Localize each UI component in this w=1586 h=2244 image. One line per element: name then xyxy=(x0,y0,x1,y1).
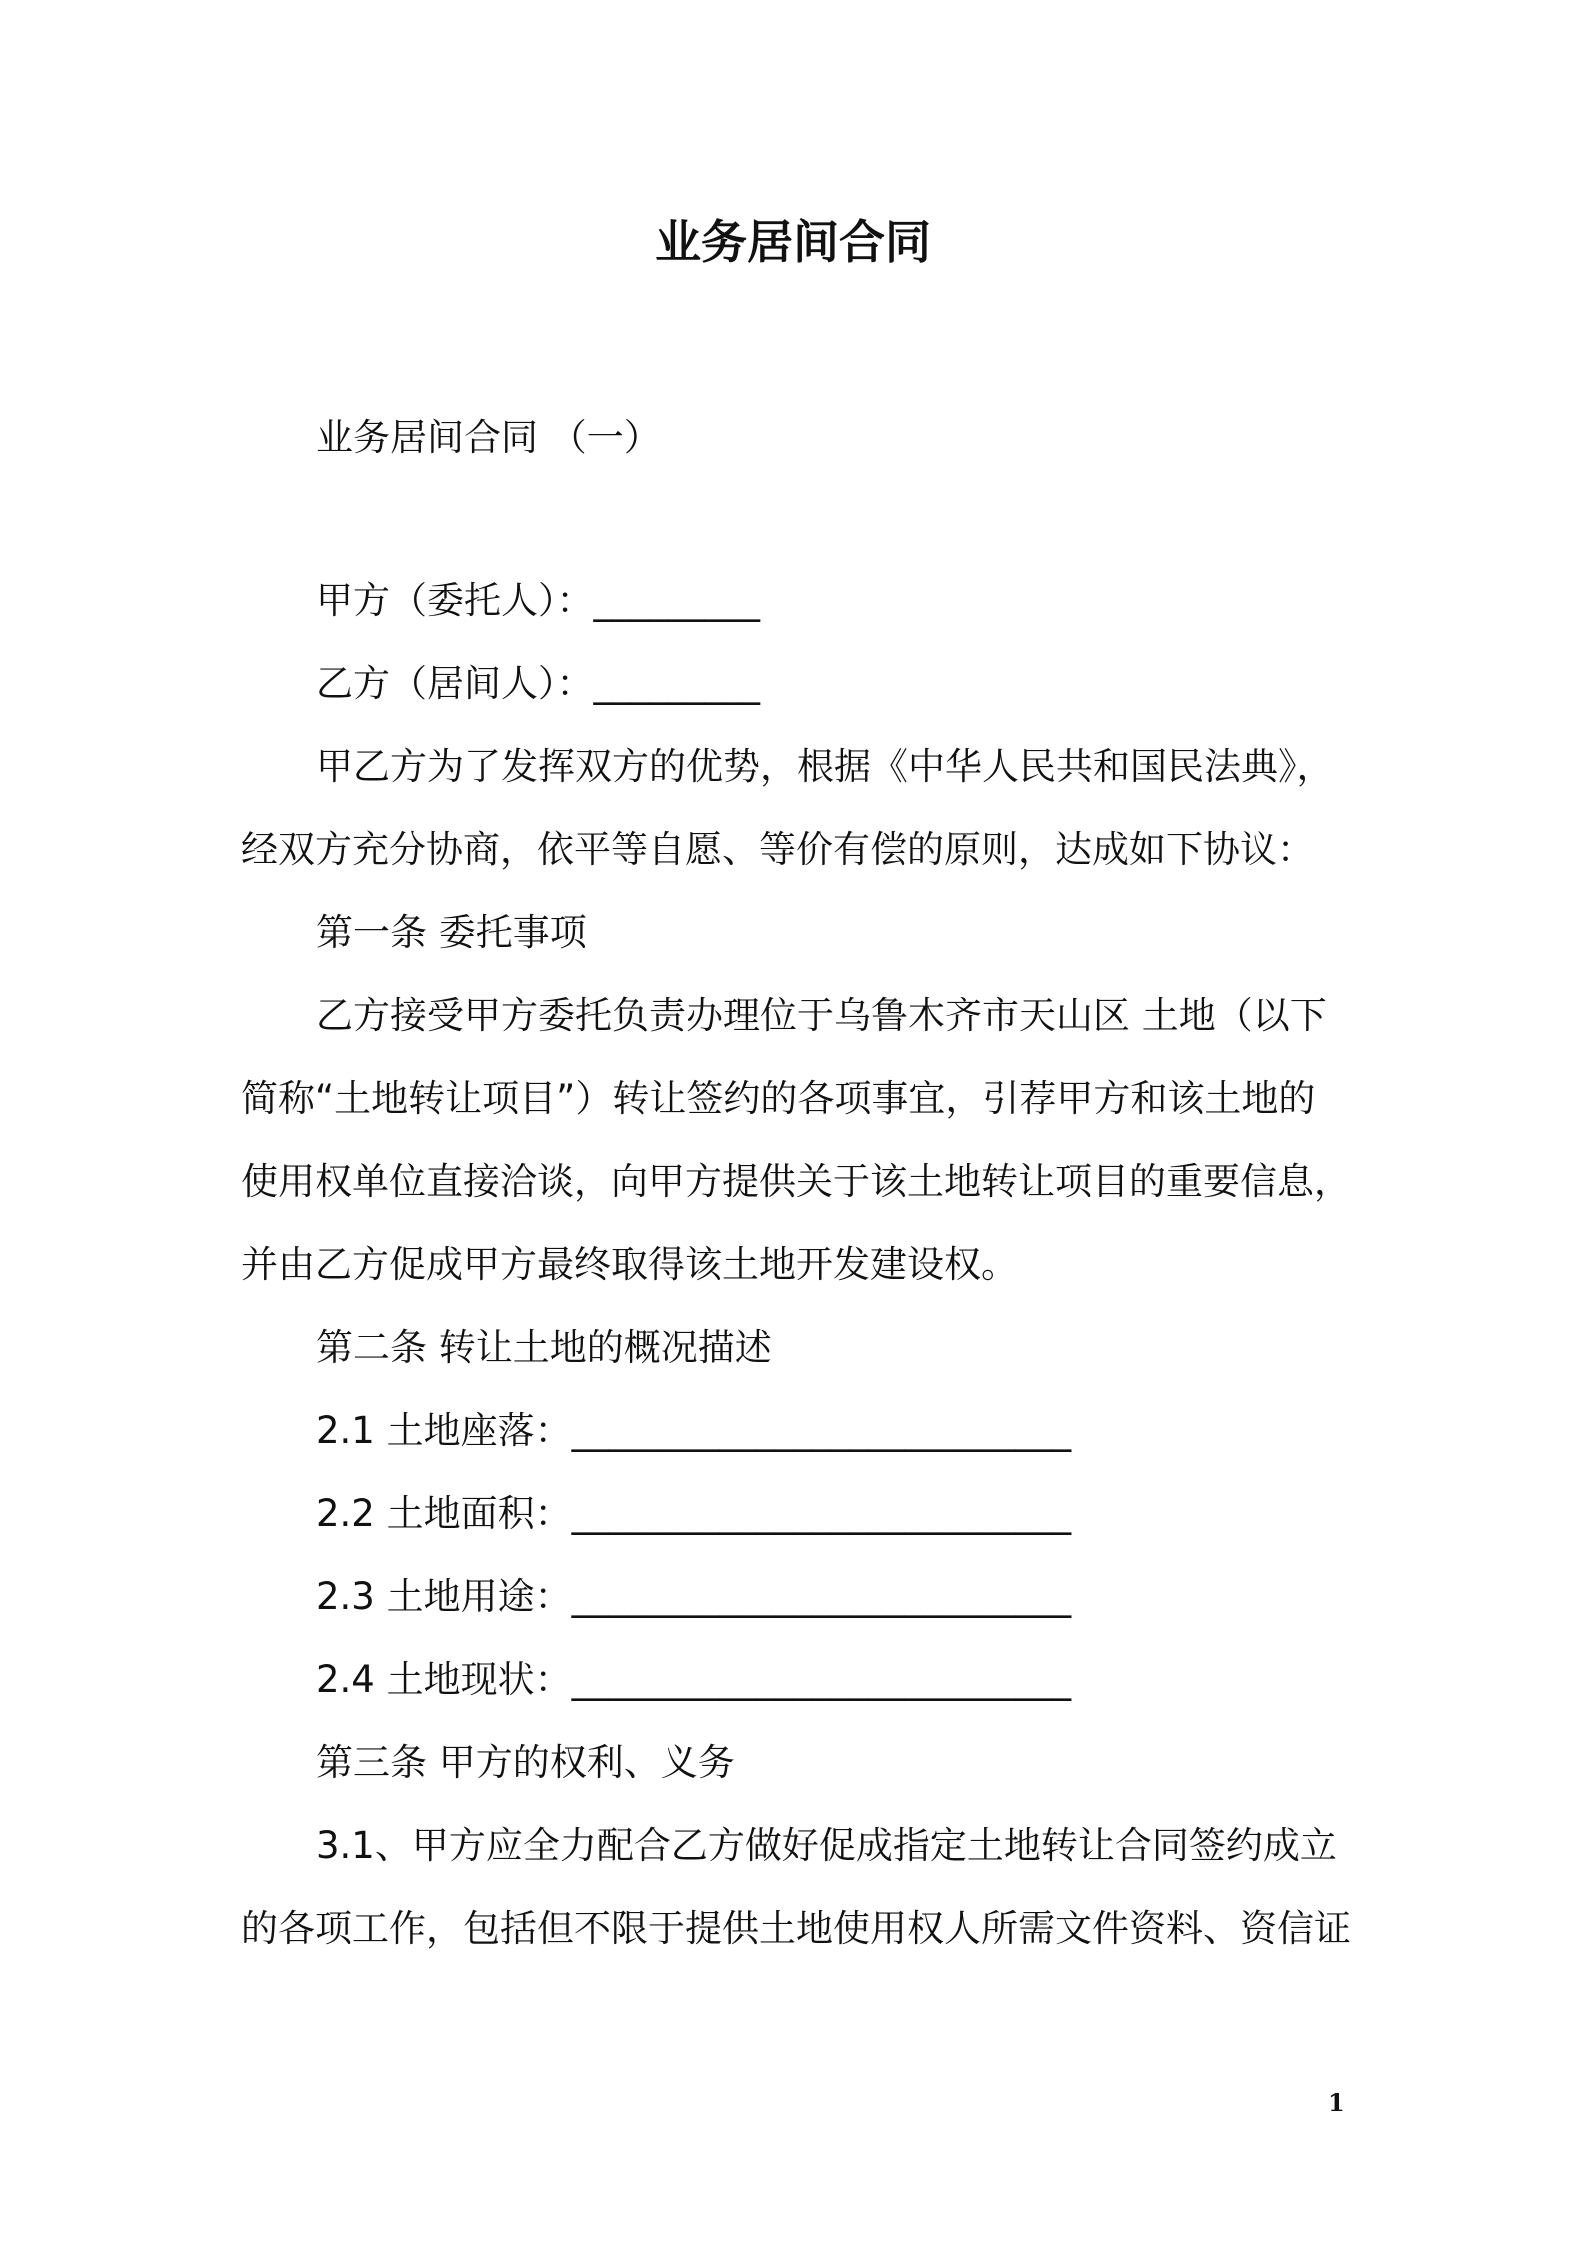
land-area-line: 2.2 土地面积：___________________________ xyxy=(316,1492,1072,1535)
article-3-heading: 第三条 甲方的权利、义务 xyxy=(316,1741,735,1784)
article-3-line-2: 的各项工作，包括但不限于提供土地使用权人所需文件资料、资信证 xyxy=(241,1907,1351,1950)
party-b-line: 乙方（居间人）：_________ xyxy=(316,662,760,705)
page-number: 1 xyxy=(1328,2088,1345,2117)
article-1-line-3: 使用权单位直接洽谈，向甲方提供关于该土地转让项目的重要信息， xyxy=(241,1160,1351,1203)
land-status-line: 2.4 土地现状：___________________________ xyxy=(316,1658,1072,1701)
article-2-heading: 第二条 转让土地的概况描述 xyxy=(316,1326,772,1369)
document-subtitle: 业务居间合同 （一） xyxy=(316,416,661,459)
article-1-line-2: 简称“土地转让项目”）转让签约的各项事宜，引荐甲方和该土地的 xyxy=(241,1077,1316,1120)
document-title: 业务居间合同 xyxy=(655,215,931,269)
land-location-line: 2.1 土地座落：___________________________ xyxy=(316,1409,1072,1452)
article-1-heading: 第一条 委托事项 xyxy=(316,911,587,954)
article-1-line-4: 并由乙方促成甲方最终取得该土地开发建设权。 xyxy=(241,1243,1018,1286)
party-a-line: 甲方（委托人）：_________ xyxy=(316,579,760,622)
article-1-line-1: 乙方接受甲方委托负责办理位于乌鲁木齐市天山区 土地（以下 xyxy=(316,994,1327,1037)
land-use-line: 2.3 土地用途：___________________________ xyxy=(316,1575,1072,1618)
intro-line-2: 经双方充分协商，依平等自愿、等价有偿的原则，达成如下协议： xyxy=(241,828,1314,871)
intro-line-1: 甲乙方为了发挥双方的优势，根据《中华人民共和国民法典》， xyxy=(316,745,1334,788)
article-3-line-1: 3.1、甲方应全力配合乙方做好促成指定土地转让合同签约成立 xyxy=(316,1824,1337,1867)
